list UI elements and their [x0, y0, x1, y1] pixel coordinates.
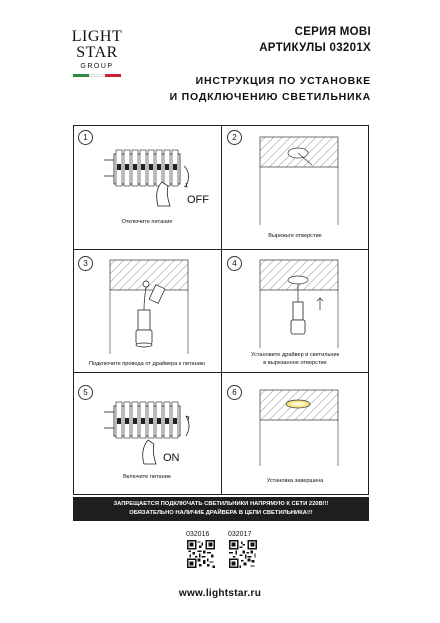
- logo-text-light: LIGHT: [71, 28, 123, 45]
- grid-divider-row2: [73, 372, 369, 373]
- grid-divider-vertical: [221, 125, 222, 495]
- warning-line1: ЗАПРЕЩАЕТСЯ ПОДКЛЮЧАТЬ СВЕТИЛЬНИКИ НАПРЯМУЮ К СЕТИ 220В!!!: [113, 501, 329, 507]
- step-3-number: 3: [78, 256, 93, 271]
- step-2-ceiling-cutout-illustration: [250, 135, 346, 227]
- product-code-1: 032016: [186, 531, 210, 538]
- step-5-number: 5: [78, 385, 93, 400]
- step-4-caption-line2: в вырезанное отверстие: [263, 360, 327, 366]
- step-1-caption: Отключите питание: [121, 219, 173, 225]
- step-1-number: 1: [78, 130, 93, 145]
- series-name: СЕРИЯ MOBI: [294, 26, 371, 38]
- article-numbers: АРТИКУЛЫ 03201X: [259, 42, 371, 54]
- logo-text-group: GROUP: [80, 63, 114, 70]
- document-title-line1: ИНСТРУКЦИЯ ПО УСТАНОВКЕ: [195, 75, 371, 87]
- warning-line2: ОБЯЗАТЕЛЬНО НАЛИЧИЕ ДРАЙВЕРА В ЦЕПИ СВЕТИЛЬНИКА!!!: [129, 510, 313, 516]
- step-5-caption: Включите питание: [123, 474, 171, 480]
- document-title-line2: И ПОДКЛЮЧЕНИЮ СВЕТИЛЬНИКА: [169, 91, 371, 103]
- step-6-installed-illustration: [250, 388, 346, 468]
- safety-warning-banner: [73, 497, 369, 521]
- brand-logo: [66, 29, 128, 77]
- product-code-2: 032017: [228, 531, 252, 538]
- step-3-wiring-illustration: [100, 258, 200, 358]
- logo-text-star: STAR: [76, 44, 118, 61]
- grid-divider-row1: [73, 249, 369, 250]
- italian-flag-icon: [73, 74, 121, 77]
- step-2-caption: Вырежьте отверстие: [268, 233, 322, 239]
- step-6-caption: Установка завершена: [266, 478, 324, 484]
- qr-code-icon: [187, 540, 215, 568]
- step-5-breaker-illustration: [100, 398, 210, 468]
- website-link[interactable]: www.lightstar.ru: [178, 588, 262, 599]
- step-4-caption-line1: Установите драйвер и светильник: [250, 352, 340, 358]
- step-1-off-label: OFF: [187, 194, 209, 206]
- step-5-on-label: ON: [163, 452, 180, 464]
- step-4-install-illustration: [250, 258, 346, 350]
- qr-code-icon: [229, 540, 257, 568]
- step-2-number: 2: [227, 130, 242, 145]
- step-4-number: 4: [227, 256, 242, 271]
- step-3-caption: Подключите провода от драйвера к питанию: [88, 361, 206, 367]
- step-6-number: 6: [227, 385, 242, 400]
